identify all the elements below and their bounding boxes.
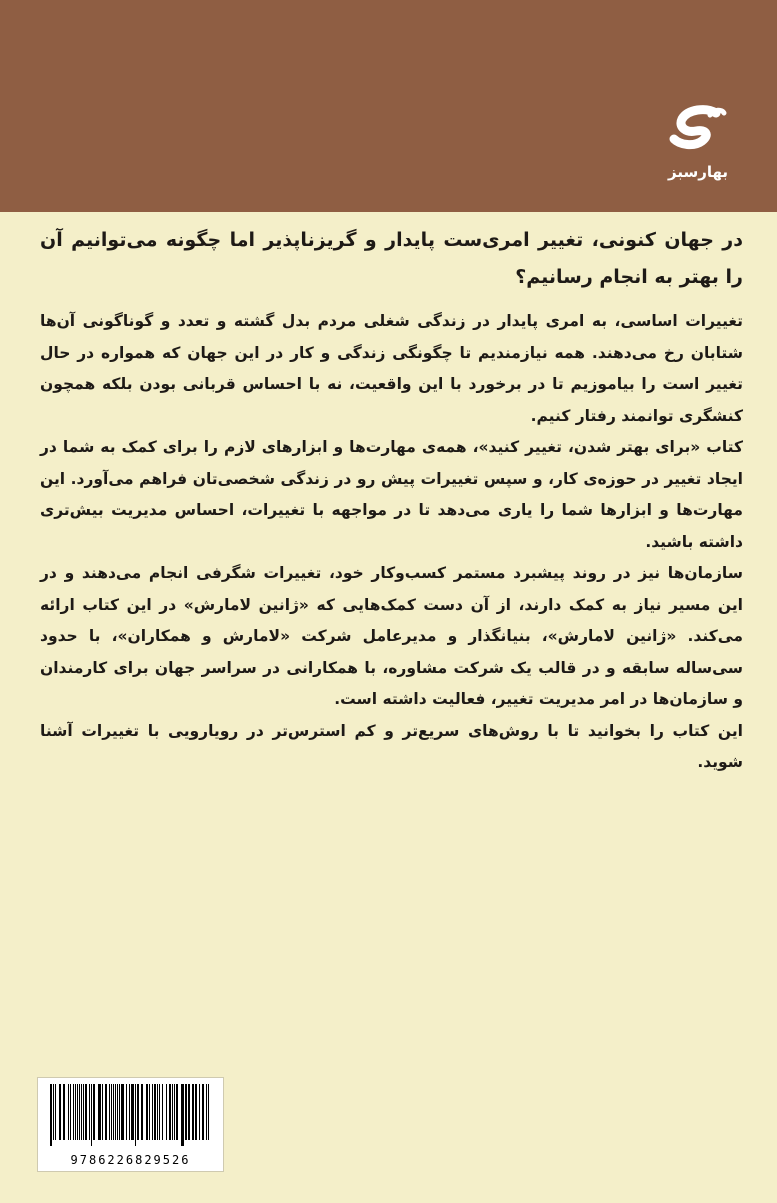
barcode-bar: [195, 1084, 197, 1140]
barcode-bar: [154, 1084, 156, 1140]
barcode-bar: [81, 1084, 82, 1140]
barcode-bar: [77, 1084, 78, 1140]
barcode-bar: [117, 1084, 118, 1140]
barcode-bar: [113, 1084, 114, 1140]
barcode-bar: [146, 1084, 148, 1140]
barcode-bar: [111, 1084, 112, 1140]
publisher-logo-icon: [662, 105, 734, 165]
barcode-bar: [174, 1084, 175, 1140]
paragraph-2: کتاب «برای بهتر شدن، تغییر کنید»، همه‌ی مهارت‌ها و ابزارهای لازم را برای کمک به شما در ایجاد تغییر در حوزه‌ی کار، و سپس تغییرات پیش رو در زندگی شخصی‌تان فراهم می‌آورد. این مهارت‌ها و ابزارها شما را یاری می‌دهد تا در مواجهه با تغییرات، احساس مدیریت بیش‌تری داشته باشید.: [40, 438, 743, 551]
barcode-bar: [126, 1084, 127, 1140]
barcode-bar: [98, 1084, 101, 1140]
barcode-bar: [109, 1084, 110, 1140]
barcode-bar: [181, 1084, 184, 1146]
barcode-bar: [206, 1084, 207, 1140]
barcode: [37, 1077, 224, 1172]
paragraph-1: تغییرات اساسی، به امری پایدار در زندگی شغلی مردم بدل گشته و تعدد و گوناگونی آن‌ها شتابان رخ می‌دهند. همه نیازمندیم تا چگونگی زندگی و کار در این جهان که همواره در حال تغییر است را بیاموزیم تا در برخورد با این واقعیت، نه با احساس قربانی بودن بلکه همچون کنشگری توانمند رفتار کنیم.: [40, 312, 743, 425]
barcode-bars: [48, 1084, 213, 1146]
barcode-bar: [70, 1084, 71, 1140]
barcode-bar: [89, 1084, 90, 1140]
barcode-bar: [105, 1084, 107, 1140]
barcode-bar: [85, 1084, 87, 1140]
barcode-bar: [169, 1084, 171, 1140]
barcode-bar: [135, 1084, 136, 1146]
barcode-bar: [115, 1084, 116, 1140]
barcode-bar: [63, 1084, 65, 1140]
barcode-bar: [119, 1084, 120, 1140]
barcode-bar: [157, 1084, 158, 1140]
publisher-logo: [648, 105, 748, 205]
barcode-bar: [199, 1084, 200, 1140]
barcode-bar: [93, 1084, 95, 1140]
barcode-bar: [149, 1084, 150, 1140]
barcode-bar: [185, 1084, 187, 1140]
barcode-bar: [50, 1084, 52, 1146]
barcode-bar: [208, 1084, 209, 1140]
barcode-bar: [75, 1084, 76, 1140]
barcode-bar: [79, 1084, 80, 1140]
publisher-name: بهارسبز: [667, 163, 728, 181]
barcode-bar: [152, 1084, 153, 1140]
barcode-bar: [131, 1084, 134, 1140]
headline: در جهان کنونی، تغییر امری‌ست پایدار و گریزناپذیر اما چگونه می‌توانیم آن را بهتر به انجام رسانیم؟: [40, 229, 743, 288]
barcode-bar: [83, 1084, 84, 1140]
barcode-bar: [159, 1084, 160, 1140]
barcode-bar: [102, 1084, 103, 1140]
barcode-bar: [172, 1084, 173, 1140]
isbn-number: 9786226829526: [70, 1153, 191, 1167]
barcode-bar: [121, 1084, 124, 1140]
barcode-bar: [129, 1084, 130, 1140]
barcode-bar: [55, 1084, 56, 1140]
back-cover-text: [40, 222, 743, 779]
barcode-bar: [91, 1084, 92, 1146]
paragraph-4: این کتاب را بخوانید تا با روش‌های سریع‌تر و کم استرس‌تر در رویارویی با تغییرات آشنا شوید.: [40, 721, 743, 771]
paragraph-3: سازمان‌ها نیز در روند پیشبرد مستمر کسب‌وکار خود، تغییرات شگرفی انجام می‌دهند و در این مسیر نیاز به کمک دارند، از آن دست کمک‌هایی که «ژانین لامارش» در این کتاب ارائه می‌کند. «ژانین لامارش»، بنیانگذار و مدیرعامل شرکت «لامارش و همکاران»، با حدود سی‌ساله سابقه و در قالب یک شرکت مشاوره، با همکارانی در سراسر جهان برای کارمندان و سازمان‌ها در امر مدیریت تغییر، فعالیت داشته است.: [40, 564, 743, 708]
barcode-bar: [188, 1084, 190, 1140]
barcode-bar: [176, 1084, 178, 1140]
barcode-bar: [162, 1084, 163, 1140]
barcode-bar: [73, 1084, 74, 1140]
barcode-bar: [141, 1084, 143, 1140]
barcode-bar: [166, 1084, 167, 1140]
barcode-bar: [59, 1084, 61, 1140]
barcode-bar: [68, 1084, 69, 1140]
barcode-bar: [192, 1084, 194, 1140]
barcode-bar: [202, 1084, 204, 1140]
barcode-bar: [137, 1084, 139, 1140]
barcode-bar: [53, 1084, 54, 1140]
